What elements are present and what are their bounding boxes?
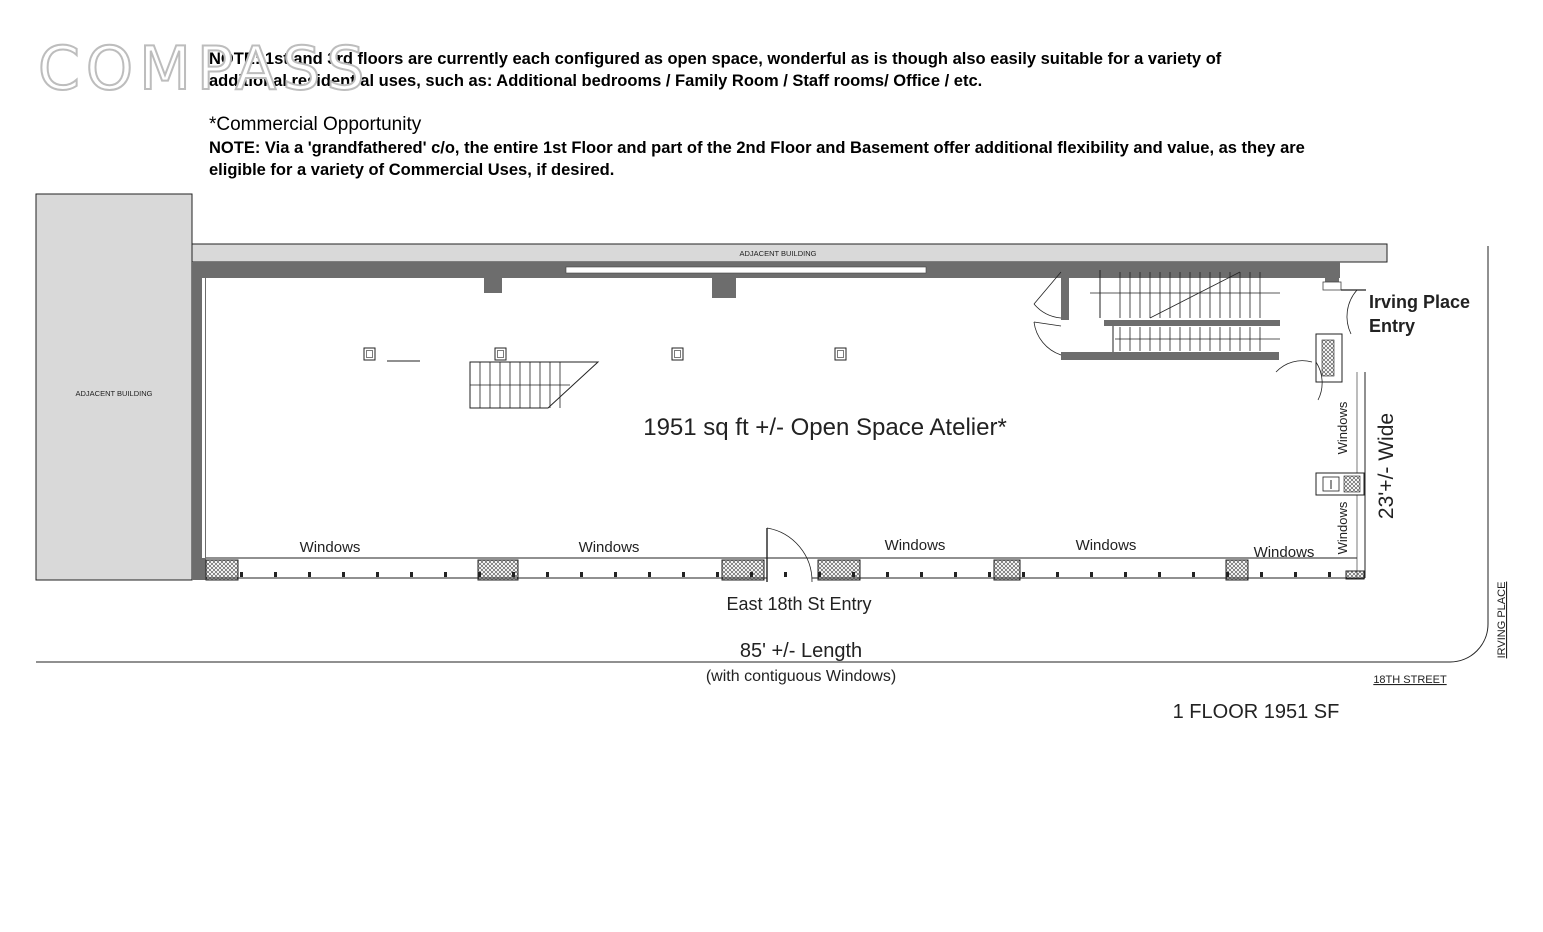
adjacent-building-top-label: ADJACENT BUILDING (739, 249, 817, 258)
irving-entry-label-line2: Entry (1369, 316, 1416, 336)
note-line-4: eligible for a variety of Commercial Uses, if desired. (209, 161, 615, 179)
irving-entry-label-line1: Irving Place (1369, 292, 1471, 312)
windows-label-1: Windows (299, 539, 361, 556)
windows-label-2: Windows (578, 539, 640, 556)
east-18th-entry-door (767, 528, 812, 582)
street-irving-label: IRVING PLACE (1496, 581, 1508, 659)
commercial-heading: *Commercial Opportunity (209, 114, 422, 135)
main-space-label: 1951 sq ft +/- Open Space Atelier* (643, 414, 1007, 441)
note-line-2: additional residential uses, such as: Additional bedrooms / Family Room / Staff rooms/ Office / etc. (209, 72, 983, 90)
compass-logo: COMPASS (38, 34, 371, 104)
window-mullions (240, 572, 1331, 577)
street-18th-label: 18TH STREET (1373, 674, 1447, 686)
staircase-interior (470, 362, 598, 408)
adjacent-building-left (36, 194, 192, 580)
adjacent-building-left-label: ADJACENT BUILDING (75, 389, 153, 398)
length-sub-label: (with contiguous Windows) (705, 668, 897, 685)
note-line-3: NOTE: Via a 'grandfathered' c/o, the entire 1st Floor and part of the 2nd Floor and Basement offer additional flexibility and value, as they are (209, 139, 1305, 157)
columns (364, 348, 846, 361)
windows-label-6: Windows (1335, 401, 1350, 455)
note-line-1: NOTE: 1st and 3rd floors are currently each configured as open space, wonderful as is though also easily suitable for a variety of (209, 50, 1222, 68)
windows-label-7: Windows (1335, 501, 1350, 555)
width-label: 23'+/- Wide (1375, 412, 1398, 520)
windows-label-3: Windows (884, 537, 946, 554)
east-18th-entry-label: East 18th St Entry (726, 594, 872, 614)
length-label: 85' +/- Length (739, 640, 863, 662)
windows-label-4: Windows (1075, 537, 1137, 554)
staircase-right (1034, 270, 1280, 360)
windows-label-5: Windows (1253, 544, 1315, 561)
floor-label: 1 FLOOR 1951 SF (1172, 701, 1340, 723)
